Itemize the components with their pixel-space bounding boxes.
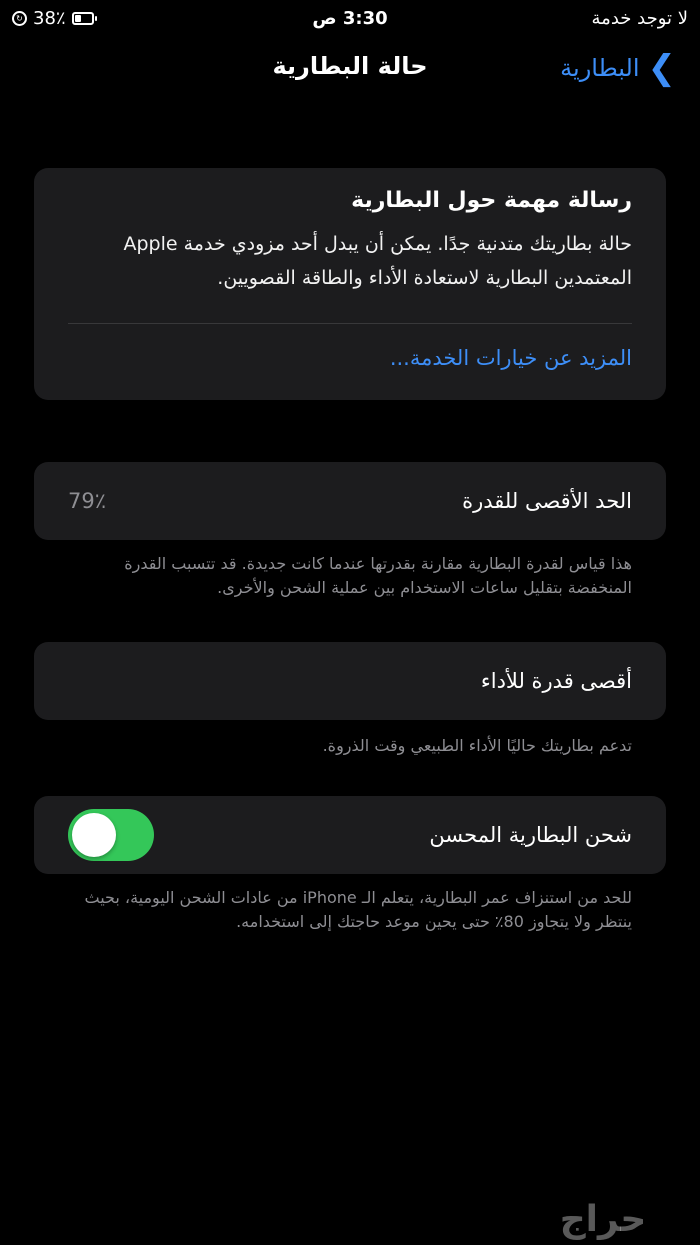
max-capacity-note: هذا قياس لقدرة البطارية مقارنة بقدرتها عندما كانت جديدة. قد تتسبب القدرة المنخفضة بتقليل ساعات الاستخدام بين عملية الشحن والأخرى. <box>124 554 632 597</box>
peak-performance-row <box>34 642 666 720</box>
toggle-knob[interactable] <box>72 813 116 857</box>
status-indicators <box>12 8 94 29</box>
battery-level-fill <box>75 15 81 22</box>
optimized-charging-row <box>34 796 666 874</box>
divider <box>68 323 632 324</box>
optimized-charging-note: للحد من استنزاف عمر البطارية، يتعلم الـ iPhone من عادات الشحن اليومية، بحيث ينتظر ولا يتجاوز 80٪ حتى يحين موعد حاجتك إلى استخدامه. <box>84 888 632 931</box>
max-capacity-label: الحد الأقصى للقدرة <box>462 489 632 513</box>
page-title: حالة البطارية <box>272 52 428 80</box>
optimized-charging-label: شحن البطارية المحسن <box>429 823 632 847</box>
chevron-back-icon: ❯ <box>647 48 676 88</box>
navigation-bar <box>0 44 700 98</box>
optimized-charging-toggle[interactable] <box>68 809 154 861</box>
back-button[interactable] <box>560 48 676 88</box>
alert-body: حالة بطاريتك متدنية جدًا. يمكن أن يبدل أحد مزودي خدمة Apple المعتمدين البطارية لاستعادة الأداء والطاقة القصويين. <box>123 233 632 289</box>
alert-title: رسالة مهمة حول البطارية <box>351 188 632 213</box>
carrier-label: لا توجد خدمة <box>591 7 688 29</box>
back-button-label: البطارية <box>560 54 640 82</box>
haraj-watermark-logo: حراج <box>559 1199 647 1240</box>
peak-performance-note: تدعم بطاريتك حاليًا الأداء الطبيعي وقت الذروة. <box>322 736 632 755</box>
battery-icon <box>72 12 94 25</box>
max-capacity-row <box>34 462 666 540</box>
battery-alert-card <box>34 168 666 400</box>
battery-percent: 38٪ <box>33 7 66 29</box>
orientation-lock-icon: ↻ <box>12 11 27 26</box>
status-bar <box>0 0 700 36</box>
clock: 3:30 ص <box>312 7 388 29</box>
max-capacity-value: 79٪ <box>68 489 107 513</box>
peak-performance-label: أقصى قدرة للأداء <box>480 669 632 693</box>
service-options-link[interactable]: المزيد عن خيارات الخدمة... <box>389 346 632 370</box>
